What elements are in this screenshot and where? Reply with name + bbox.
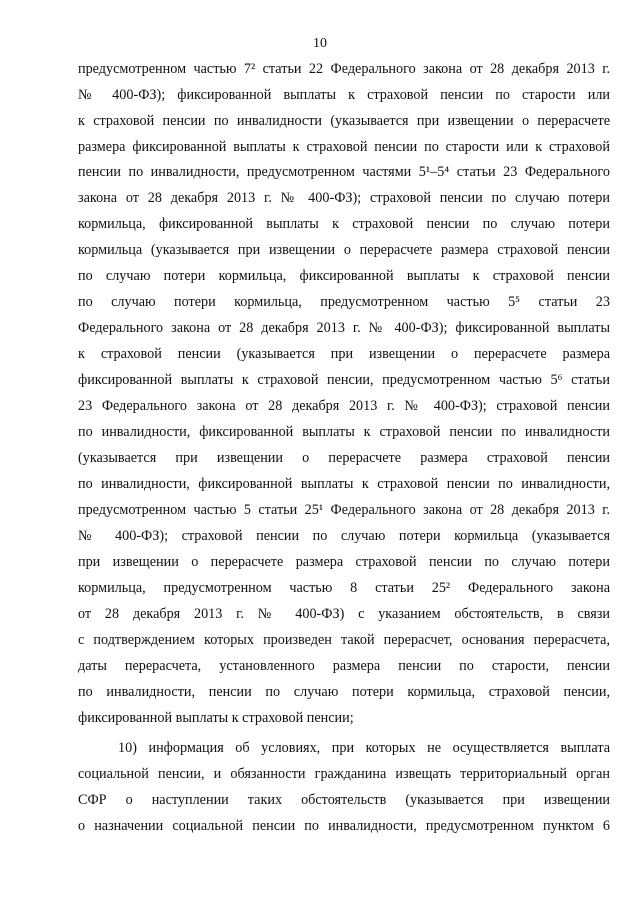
text-line: фиксированной выплаты к страховой пенсии; (78, 710, 354, 726)
text-line: (указывается при извещении о перерасчете размера страховой пенсии (78, 450, 610, 466)
text-line: № 400-ФЗ); фиксированной выплаты к страховой пенсии по старости или (78, 87, 610, 103)
text-line: даты перерасчета, установленного размера пенсии по старости, пенсии (78, 658, 610, 674)
text-line: с подтверждением которых произведен такой перерасчет, основания перерасчета, (78, 632, 610, 648)
text-line: закона от 28 декабря 2013 г. № 400-ФЗ); страховой пенсии по случаю потери (78, 190, 610, 206)
text-line: от 28 декабря 2013 г. № 400-ФЗ) с указанием обстоятельств, в связи (78, 606, 610, 622)
text-line: фиксированной выплаты к страховой пенсии, предусмотренном частью 5⁶ статьи (78, 372, 610, 388)
text-line: по инвалидности, пенсии по случаю потери кормильца, страховой пенсии, (78, 684, 610, 700)
text-line: 10) информация об условиях, при которых не осуществляется выплата (118, 740, 610, 756)
text-line: кормильца (указывается при извещении о перерасчете размера страховой пенсии (78, 242, 610, 258)
text-line: СФР о наступлении таких обстоятельств (указывается при извещении (78, 792, 610, 808)
text-line: по инвалидности, фиксированной выплаты к страховой пенсии по инвалидности (78, 424, 610, 440)
text-line: по инвалидности, фиксированной выплаты к страховой пенсии по инвалидности, (78, 476, 610, 492)
text-line: предусмотренном частью 5 статьи 25¹ Федерального закона от 28 декабря 2013 г. (78, 502, 610, 518)
text-line: Федерального закона от 28 декабря 2013 г. № 400-ФЗ); фиксированной выплаты (78, 320, 610, 336)
text-line: по случаю потери кормильца, предусмотренном частью 5⁵ статьи 23 (78, 294, 610, 310)
text-line: о назначении социальной пенсии по инвалидности, предусмотренном пунктом 6 (78, 818, 610, 834)
text-line: социальной пенсии, и обязанности гражданина извещать территориальный орган (78, 766, 610, 782)
text-line: к страховой пенсии (указывается при извещении о перерасчете размера (78, 346, 610, 362)
text-line: кормильца, фиксированной выплаты к страховой пенсии по случаю потери (78, 216, 610, 232)
page-number: 10 (313, 36, 327, 51)
text-line: пенсии по инвалидности, предусмотренном частями 5¹–5⁴ статьи 23 Федерального (78, 164, 610, 180)
text-line: кормильца, предусмотренном частью 8 статьи 25² Федерального закона (78, 580, 610, 596)
text-line: размера фиксированной выплаты к страховой пенсии по старости или к страховой (78, 139, 610, 155)
text-line: к страховой пенсии по инвалидности (указывается при извещении о перерасчете (78, 113, 610, 129)
text-line: по случаю потери кормильца, фиксированной выплаты к страховой пенсии (78, 268, 610, 284)
text-line: № 400-ФЗ); страховой пенсии по случаю потери кормильца (указывается (78, 528, 610, 544)
text-line: предусмотренном частью 7² статьи 22 Федерального закона от 28 декабря 2013 г. (78, 61, 610, 77)
text-line: при извещении о перерасчете размера страховой пенсии по случаю потери (78, 554, 610, 570)
text-line: 23 Федерального закона от 28 декабря 2013 г. № 400-ФЗ); страховой пенсии (78, 398, 610, 414)
